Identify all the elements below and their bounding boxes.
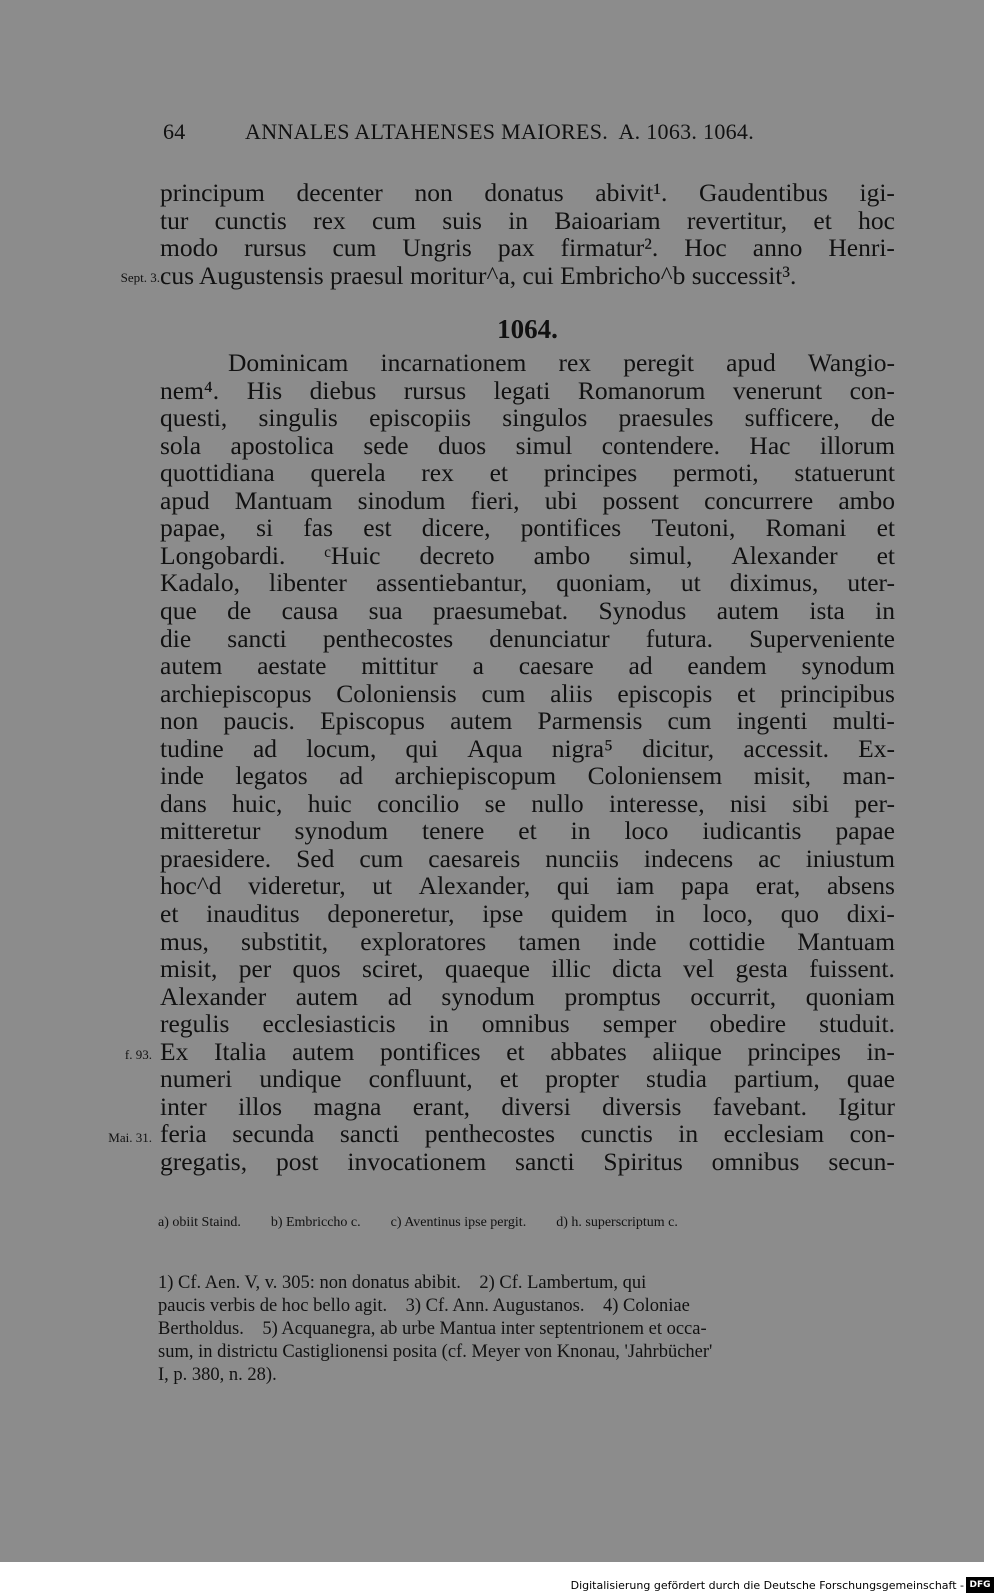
running-title: ANNALES ALTAHENSES MAIORES. A. 1063. 1064. <box>245 119 755 144</box>
text-line: misit, per quos sciret, quaeque illic dicta vel gesta fuissent. <box>160 954 895 984</box>
text-line: Ex Italia autem pontifices et abbates aliique principes in- <box>160 1036 895 1066</box>
page-number: 64 <box>163 119 186 144</box>
text-line: mitteretur synodum tenere et in loco iudicantis papae <box>160 816 895 846</box>
margin-note-mai31: Mai. 31. <box>108 1130 152 1145</box>
text-line: die sancti penthecostes denunciatur futura. Superveniente <box>160 623 895 653</box>
text-line: tur cunctis rex cum suis in Baioariam revertitur, et hoc <box>160 205 895 235</box>
text-line: quottidiana querela rex et principes permoti, statuerunt <box>160 458 895 488</box>
text-line: numeri undique confluunt, et propter studia partium, quae <box>160 1064 895 1094</box>
text-line: inde legatos ad archiepiscopum Coloniensem misit, man- <box>160 761 895 791</box>
text-line: modo rursus cum Ungris pax firmatur². Hoc anno Henri- <box>160 233 895 263</box>
text-line: et inauditus deponeretur, ipse quidem in loco, quo dixi- <box>160 899 895 928</box>
critical-note: d) h. superscriptum c. <box>556 1215 678 1230</box>
text-line: praesidere. Sed cum caesareis nunciis indecens ac iniustum <box>160 843 895 873</box>
critical-note: b) Embriccho c. <box>270 1215 361 1230</box>
running-header <box>163 119 893 151</box>
text-line: cus Augustensis praesul moritur^a, cui Embricho^b successit³. <box>160 260 797 290</box>
funding-credit: Digitalisierung gefördert durch die Deutsche Forschungsgemeinschaft - <box>570 1579 964 1592</box>
text-line: autem aestate mittitur a caesare ad eandem synodum <box>160 651 895 681</box>
text-line: papae, si fas est dicere, pontifices Teutoni, Romani et <box>160 513 895 543</box>
text-line: questi, singulis episcopiis singulos praesules sufficere, de <box>160 403 895 433</box>
critical-note: c) Aventinus ipse pergit. <box>390 1215 527 1230</box>
margin-note-f93: f. 93. <box>124 1047 152 1062</box>
critical-apparatus <box>158 1215 898 1231</box>
footnote-line: 1) Cf. Aen. V, v. 305: non donatus abibit. 2) Cf. Lambertum, qui <box>158 1273 647 1293</box>
text-line: feria secunda sancti penthecostes cunctis in ecclesiam con- <box>160 1119 895 1149</box>
text-line: gregatis, post invocationem sancti Spiritus omnibus secun- <box>160 1146 895 1176</box>
footnote-line: I, p. 380, n. 28). <box>158 1365 277 1385</box>
critical-note: a) obiit Staind. <box>158 1215 241 1230</box>
text-line: hoc^d videretur, ut Alexander, qui iam papa erat, absens <box>160 871 895 901</box>
footnote-line: sum, in districtu Castiglionensi posita (cf. Meyer von Knonau, 'Jahrbücher' <box>158 1342 713 1362</box>
text-line: inter illos magna erant, diversi diversis favebant. Igitur <box>160 1091 895 1121</box>
text-line: Kadalo, libenter assentiebantur, quoniam, ut diximus, uter- <box>160 568 895 598</box>
text-line: Alexander autem ad synodum promptus occurrit, quoniam <box>160 981 895 1011</box>
text-line: regulis ecclesiasticis in omnibus semper obedire studuit. <box>160 1009 895 1039</box>
footnotes <box>158 1272 896 1387</box>
year-heading: 1064. <box>497 314 558 344</box>
text-line: sola apostolica sede duos simul contendere. Hac illorum <box>160 430 895 460</box>
text-line: Dominicam incarnationem rex peregit apud Wangio- <box>228 348 895 377</box>
text-line: principum decenter non donatus abivit¹. Gaudentibus igi- <box>160 178 895 207</box>
text-line: mus, substitit, exploratores tamen inde cottidie Mantuam <box>160 926 895 956</box>
text-line: tudine ad locum, qui Aqua nigra⁵ dicitur, accessit. Ex- <box>160 733 895 763</box>
text-line: que de causa sua praesumebat. Synodus autem ista in <box>160 595 895 625</box>
margin-note-sept3: Sept. 3. <box>120 270 160 285</box>
text-line: non paucis. Episcopus autem Parmensis cum ingenti multi- <box>160 706 895 736</box>
text-line: Longobardi. ᶜHuic decreto ambo simul, Alexander et <box>160 540 895 570</box>
text-line: nem⁴. His diebus rursus legati Romanorum venerunt con- <box>160 375 895 405</box>
text-line: apud Mantuam sinodum fieri, ubi possent concurrere ambo <box>160 485 895 515</box>
dfg-logo: DFG <box>966 1577 994 1593</box>
footnote-line: paucis verbis de hoc bello agit. 3) Cf. Ann. Augustanos. 4) Coloniae <box>158 1296 690 1316</box>
text-line: archiepiscopus Coloniensis cum aliis episcopis et principibus <box>160 678 895 708</box>
text-line: dans huic, huic concilio se nullo interesse, nisi sibi per- <box>160 788 895 818</box>
footnote-line: Bertholdus. 5) Acquanegra, ab urbe Mantua inter septentrionem et occa- <box>158 1319 707 1339</box>
